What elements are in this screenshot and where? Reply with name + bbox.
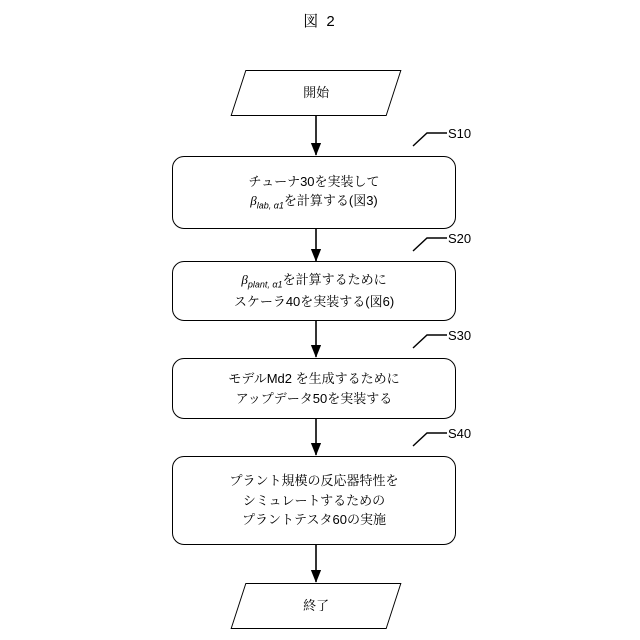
step-label-s10: S10 [448, 126, 472, 141]
process-s30-text [183, 369, 445, 408]
process-s10-text [183, 172, 445, 214]
terminal-start [231, 70, 402, 116]
process-s10-line2 [183, 191, 445, 213]
process-s10-line2-post: を計算する(図3) [283, 193, 378, 209]
process-s40-line3: プラントテスタ60の実施 [242, 512, 386, 528]
process-s10 [172, 156, 456, 229]
step-label-s20: S20 [448, 231, 472, 246]
process-s20 [172, 261, 456, 321]
beta-subscript-lab: lab, α1 [256, 200, 284, 211]
process-s10-line1: チューナ30を実装して [248, 173, 380, 189]
process-s40-line2: シミュレートするための [242, 492, 386, 508]
figure-title: 図 2 [303, 13, 337, 30]
terminal-end-label: 終了 [302, 598, 329, 614]
terminal-end [231, 583, 402, 629]
terminal-start-label: 開始 [302, 85, 329, 101]
process-s30-line1: モデルMd2 を生成するために [228, 371, 400, 386]
process-s20-line2: スケーラ40を実装する(図6) [233, 294, 395, 310]
process-s30 [172, 358, 456, 419]
beta-symbol-lab: β [250, 193, 257, 209]
process-s30-line2: アップデータ50を実装する [235, 390, 393, 406]
process-s20-text [183, 270, 445, 312]
step-label-s30: S30 [448, 328, 472, 343]
process-s40 [172, 456, 456, 545]
process-s40-line1: プラント規模の反応器特性を [229, 473, 399, 489]
beta-symbol-plant: β [241, 272, 248, 288]
process-s20-line1-post: を計算するために [282, 272, 387, 288]
process-s40-text [183, 471, 445, 530]
step-label-s40: S40 [448, 426, 472, 441]
process-s20-line1 [183, 270, 445, 292]
beta-subscript-plant: plant, α1 [247, 279, 283, 290]
